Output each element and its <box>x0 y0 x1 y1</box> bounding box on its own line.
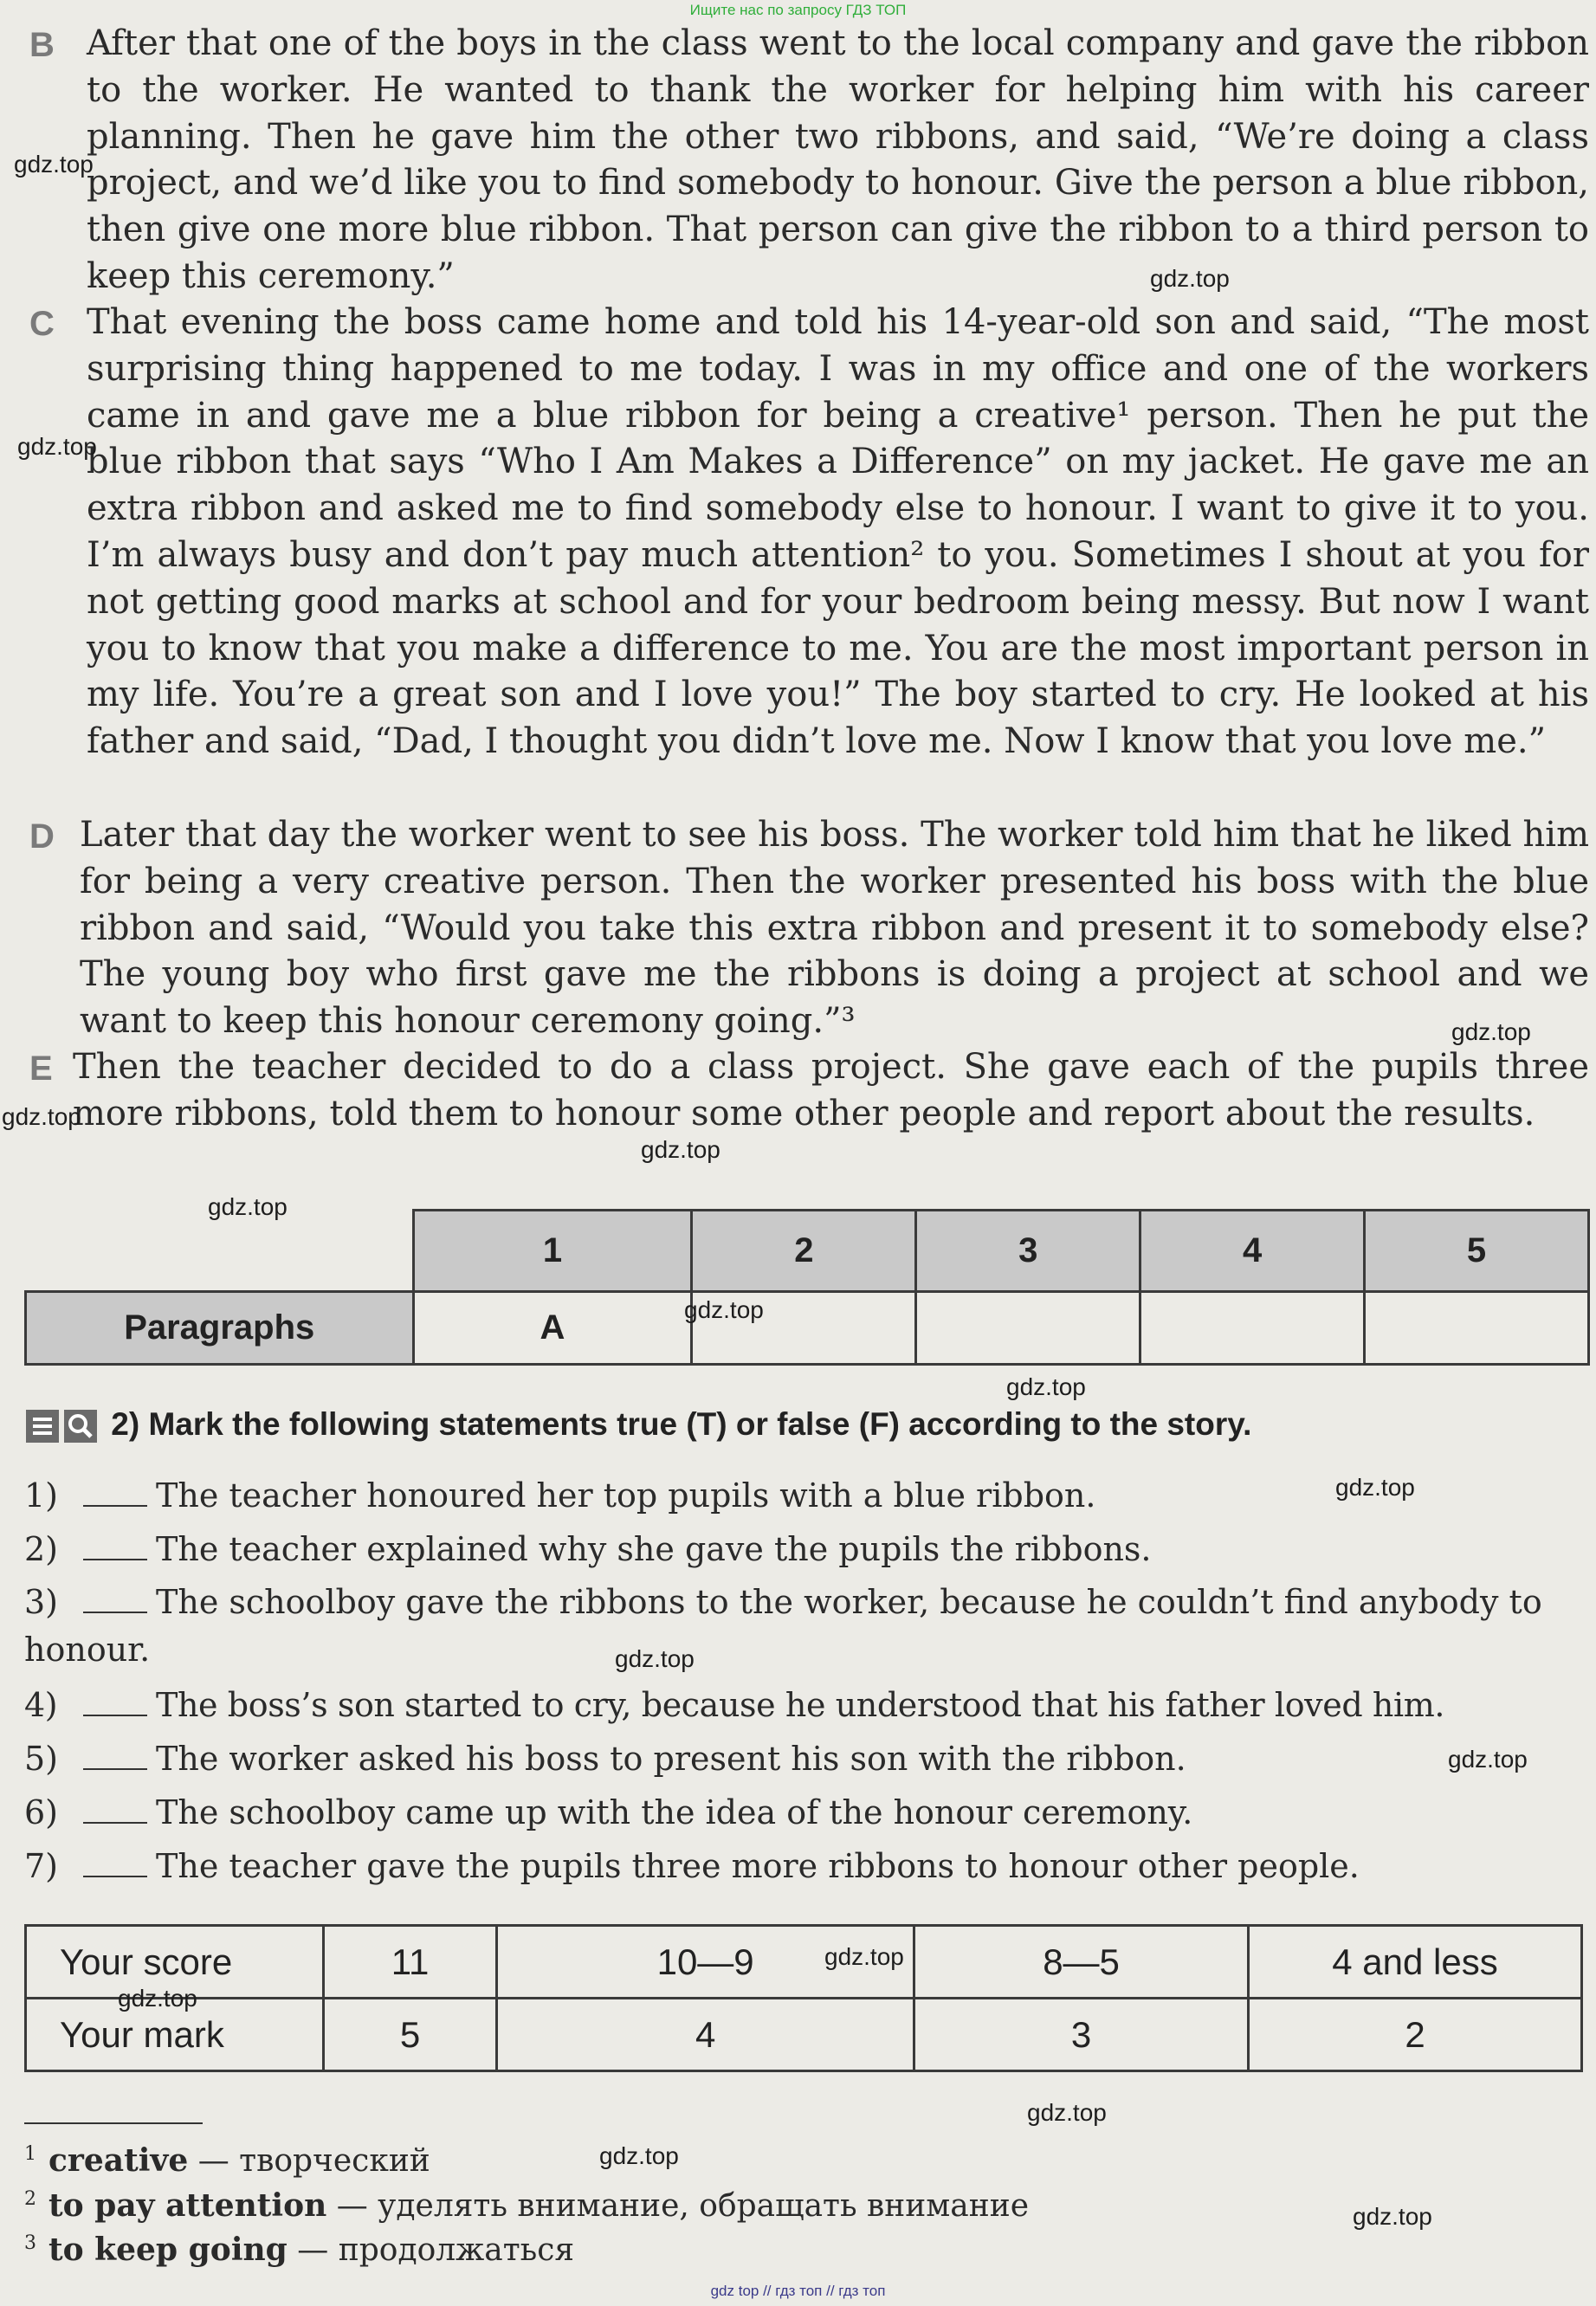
mark-cell: 3 <box>914 1999 1249 2071</box>
answer-blank[interactable] <box>83 1796 147 1824</box>
score-cell: 11 <box>324 1926 497 1999</box>
answer-blank[interactable] <box>83 1586 147 1613</box>
statement-text: The teacher gave the pupils three more ribbons to honour other people. <box>156 1847 1360 1885</box>
statement-text: The schoolboy came up with the idea of the honour ceremony. <box>156 1793 1193 1831</box>
header-note: Ищите нас по запросу ГДЗ ТОП <box>689 2 907 18</box>
column-header: 4 <box>1140 1211 1365 1292</box>
answer-blank[interactable] <box>83 1689 147 1716</box>
footnote-term: creative <box>48 2142 189 2179</box>
statement-item <box>24 1579 1590 1674</box>
statement-item <box>24 1522 1590 1576</box>
statement-text: The schoolboy gave the ribbons to the worker, because he couldn’t find anybody to honour. <box>24 1583 1542 1669</box>
answer-cell[interactable]: A <box>413 1292 692 1365</box>
statement-text: The worker asked his boss to present his son with the ribbon. <box>156 1740 1186 1778</box>
statement-number: 2) <box>24 1530 59 1568</box>
paragraph-letter-e: E <box>29 1050 53 1088</box>
statement-number: 7) <box>24 1847 59 1885</box>
score-cell: 4 and less <box>1249 1926 1582 1999</box>
mark-cell: 4 <box>497 1999 914 2071</box>
watermark: gdz.top <box>641 1136 720 1163</box>
column-header: 2 <box>692 1211 916 1292</box>
answer-cell[interactable] <box>1365 1292 1589 1365</box>
footnote-term: to keep going <box>48 2232 288 2268</box>
paragraph-letter-c: C <box>29 305 55 343</box>
statement-text: The teacher honoured her top pupils with a blue ribbon. <box>156 1476 1096 1515</box>
mark-cell: 5 <box>324 1999 497 2071</box>
watermark: gdz.top <box>1027 2099 1107 2126</box>
footnote-definition: — творческий <box>197 2143 430 2179</box>
watermark: gdz.top <box>1451 1018 1531 1045</box>
paragraph-order-table <box>24 1209 1590 1366</box>
footnote: $^2$ to pay attention — уделять внимание, обращать внимание <box>24 2187 1030 2224</box>
footnote: $^3$ to keep going — продолжаться <box>24 2232 575 2268</box>
statement-number: 4) <box>24 1686 58 1724</box>
watermark: gdz.top <box>1006 1373 1086 1400</box>
paragraph-b: After that one of the boys in the class went to the local company and gave the ribbon to the worker. He wanted to thank the worker for helping him with his career planning. Then he gave him the other two ribbons, and said, “We’re doing a class project, and we’d like you to find somebody to honour. Give the person a blue ribbon, then give one more blue ribbon. That person can give the ribbon to a third person to keep this ceremony.” <box>87 23 1589 296</box>
paragraph-letter-d: D <box>29 817 55 856</box>
watermark: gdz.top <box>1150 265 1230 292</box>
footnote-divider <box>24 2122 203 2124</box>
watermark: gdz.top <box>684 1296 764 1323</box>
watermark: gdz.top <box>1353 2203 1432 2230</box>
footnote: $^1$ creative — творческий <box>24 2142 430 2179</box>
watermark: gdz.top <box>615 1645 695 1672</box>
watermark: gdz.top <box>118 1985 197 2012</box>
paragraph-c: That evening the boss came home and told his 14-year-old son and said, “The most surprising thing happened to me today. I was in my office and one of the workers came in and gave me a blue ribbon for being a creative¹ person. Then he put the blue ribbon that says “Who I Am Makes a Difference” on my jacket. He gave me an extra ribbon and asked me to find somebody else to honour. I want to give it to you. I’m always busy and don’t pay much attention² to you. Sometimes I shout at you for not getting good marks at school and for your bedroom being messy. But now I want you to know that you make a difference to me. You are the most important person in my life. You’re a great son and I love you!” The boy started to cry. He looked at his father and said, “Dad, I thought you didn’t love me. Now I know that you love me.” <box>87 302 1589 762</box>
answer-blank[interactable] <box>83 1479 147 1507</box>
footnote-term: to pay attention <box>48 2187 327 2224</box>
statement-text: The boss’s son started to cry, because he understood that his father loved him. <box>156 1686 1445 1724</box>
answer-blank[interactable] <box>83 1850 147 1877</box>
answer-blank[interactable] <box>83 1533 147 1560</box>
statement-number: 1) <box>24 1476 59 1515</box>
statement-item <box>24 1786 1590 1839</box>
score-table <box>24 1924 1583 2072</box>
watermark: gdz.top <box>599 2142 679 2169</box>
statement-number: 5) <box>24 1740 59 1778</box>
statement-item <box>24 1678 1590 1732</box>
watermark: gdz.top <box>2 1103 81 1130</box>
task-2-heading <box>26 1406 1251 1443</box>
statement-item <box>24 1839 1590 1893</box>
score-label: Your score <box>26 1926 324 1999</box>
answer-cell[interactable] <box>916 1292 1140 1365</box>
statement-item <box>24 1732 1590 1786</box>
statement-number: 3) <box>24 1583 59 1621</box>
watermark: gdz.top <box>824 1943 904 1970</box>
mark-label: Your mark <box>26 1999 324 2071</box>
watermark: gdz.top <box>1448 1746 1528 1773</box>
table-corner <box>26 1211 414 1292</box>
statement-number: 6) <box>24 1793 59 1831</box>
watermark: gdz.top <box>17 433 97 460</box>
paragraph-e: Then the teacher decided to do a class project. She gave each of the pupils three more ribbons, told them to honour some other people and report about the results. <box>73 1047 1589 1134</box>
answer-cell[interactable] <box>1140 1292 1365 1365</box>
watermark: gdz.top <box>1335 1474 1415 1501</box>
footer-note: gdz top // гдз топ // гдз топ <box>710 2283 886 2299</box>
score-cell: 8—5 <box>914 1926 1249 1999</box>
paragraph-letter-b: B <box>29 26 55 64</box>
paragraph-d: Later that day the worker went to see his boss. The worker told him that he liked him for being a very creative person. Then the worker presented his boss with the blue ribbon and said, “Would you take this extra ribbon and present it to somebody else? The young boy who first gave me the ribbons is doing a project at school and we want to keep this honour ceremony going.”³ <box>80 815 1589 1042</box>
footnote-definition: — продолжаться <box>297 2232 575 2268</box>
text-lines-icon <box>26 1410 59 1443</box>
answer-blank[interactable] <box>83 1742 147 1770</box>
task-2-title: 2) Mark the following statements true (T) or false (F) according to the story. <box>111 1406 1252 1442</box>
mark-cell: 2 <box>1249 1999 1582 2071</box>
column-header: 1 <box>413 1211 692 1292</box>
statement-text: The teacher explained why she gave the pupils the ribbons. <box>156 1530 1152 1568</box>
magnifier-icon <box>64 1410 97 1443</box>
score-cell: 10—9 <box>497 1926 914 1999</box>
column-header: 3 <box>916 1211 1140 1292</box>
footnote-definition: — уделять внимание, обращать внимание <box>336 2188 1030 2224</box>
watermark: gdz.top <box>14 151 94 178</box>
row-label: Paragraphs <box>26 1292 414 1365</box>
watermark: gdz.top <box>208 1193 288 1220</box>
column-header: 5 <box>1365 1211 1589 1292</box>
